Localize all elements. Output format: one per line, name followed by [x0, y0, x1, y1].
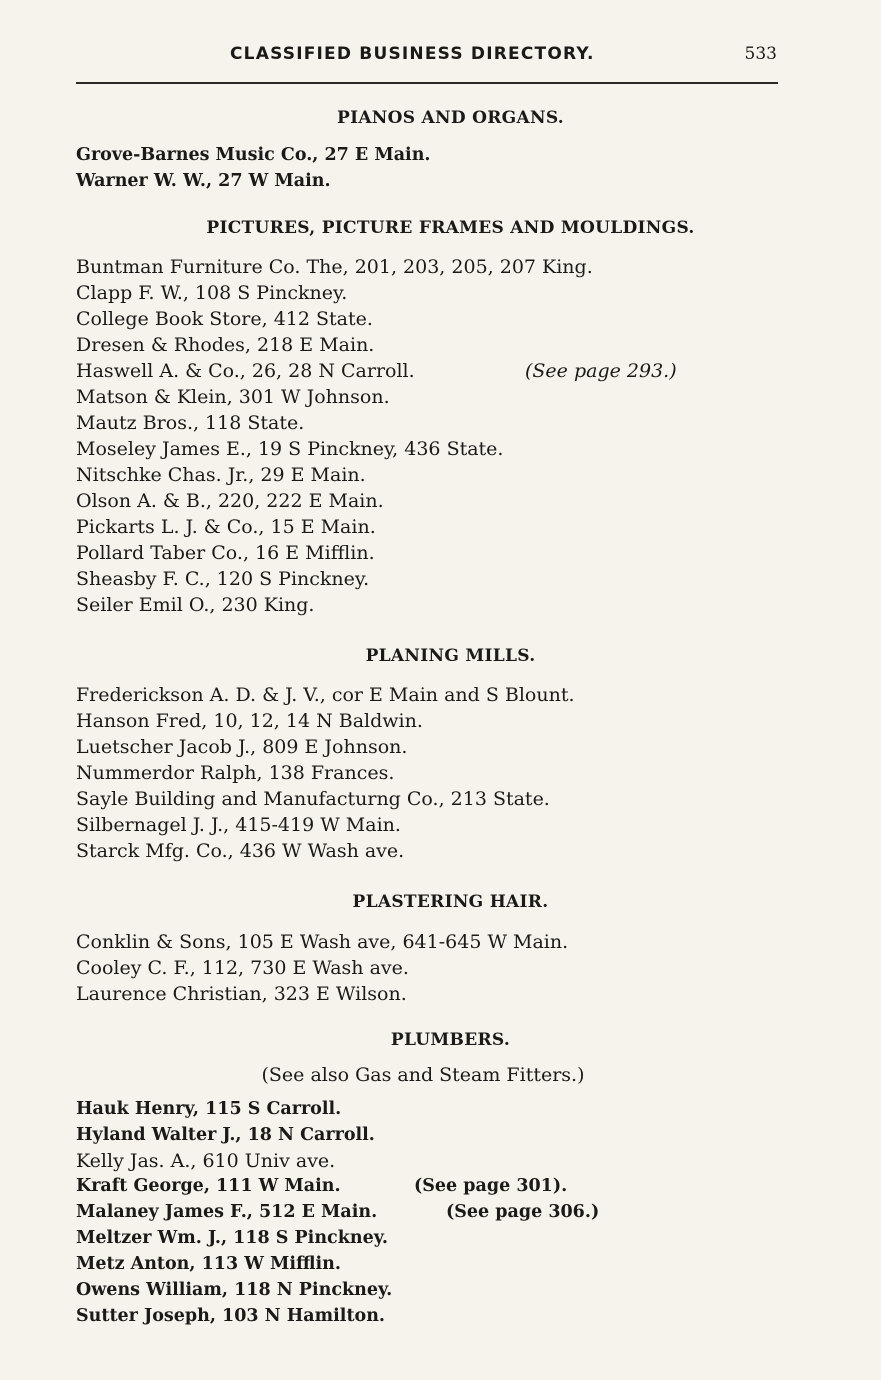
entry-kelly: Kelly Jas. A., 610 Univ ave. — [76, 1150, 336, 1172]
section-heading-planing-mills: PLANING MILLS. — [365, 646, 536, 666]
entry-moseley: Moseley James E., 19 S Pinckney, 436 State. — [76, 438, 504, 460]
section-heading-pictures: PICTURES, PICTURE FRAMES AND MOULDINGS. — [206, 218, 695, 238]
entry-warner: Warner W. W., 27 W Main. — [76, 171, 331, 191]
entry-dresen-rhodes: Dresen & Rhodes, 218 E Main. — [76, 334, 375, 356]
entry-sayle: Sayle Building and Manufacturng Co., 213 State. — [76, 788, 550, 810]
see-page-note-kraft: (See page 301). — [414, 1176, 568, 1196]
entry-seiler: Seiler Emil O., 230 King. — [76, 594, 315, 616]
entry-mautz: Mautz Bros., 118 State. — [76, 412, 305, 434]
entry-matson-klein: Matson & Klein, 301 W Johnson. — [76, 386, 390, 408]
entry-clapp: Clapp F. W., 108 S Pinckney. — [76, 282, 348, 304]
section-heading-plastering-hair: PLASTERING HAIR. — [352, 892, 549, 912]
entry-cooley: Cooley C. F., 112, 730 E Wash ave. — [76, 957, 409, 979]
entry-hauk: Hauk Henry, 115 S Carroll. — [76, 1099, 342, 1119]
entry-haswell: Haswell A. & Co., 26, 28 N Carroll. — [76, 360, 415, 382]
entry-metz: Metz Anton, 113 W Mifflin. — [76, 1254, 341, 1274]
section-heading-pianos: PIANOS AND ORGANS. — [336, 108, 565, 128]
see-also-note: (See also Gas and Steam Fitters.) — [261, 1064, 585, 1086]
entry-pollard-taber: Pollard Taber Co., 16 E Mifflin. — [76, 542, 375, 564]
entry-olson: Olson A. & B., 220, 222 E Main. — [76, 490, 384, 512]
entry-malaney: Malaney James F., 512 E Main. — [76, 1202, 378, 1222]
entry-grove-barnes: Grove-Barnes Music Co., 27 E Main. — [76, 145, 431, 165]
entry-hyland: Hyland Walter J., 18 N Carroll. — [76, 1125, 375, 1145]
entry-nummerdor: Nummerdor Ralph, 138 Frances. — [76, 762, 395, 784]
entry-silbernagel: Silbernagel J. J., 415-419 W Main. — [76, 814, 401, 836]
entry-hanson: Hanson Fred, 10, 12, 14 N Baldwin. — [76, 710, 423, 732]
entry-owens: Owens William, 118 N Pinckney. — [76, 1280, 393, 1300]
header-rule — [76, 82, 778, 84]
entry-starck: Starck Mfg. Co., 436 W Wash ave. — [76, 840, 405, 862]
page-number: 533 — [744, 44, 777, 64]
entry-nitschke: Nitschke Chas. Jr., 29 E Main. — [76, 464, 366, 486]
entry-sutter: Sutter Joseph, 103 N Hamilton. — [76, 1306, 386, 1326]
running-title: CLASSIFIED BUSINESS DIRECTORY. — [230, 44, 595, 64]
entry-college-book-store: College Book Store, 412 State. — [76, 308, 373, 330]
section-heading-plumbers: PLUMBERS. — [390, 1030, 511, 1050]
entry-kraft: Kraft George, 111 W Main. — [76, 1176, 341, 1196]
entry-buntman: Buntman Furniture Co. The, 201, 203, 205, 207 King. — [76, 256, 593, 278]
entry-meltzer: Meltzer Wm. J., 118 S Pinckney. — [76, 1228, 388, 1248]
see-page-note-haswell: (See page 293.) — [525, 360, 677, 382]
entry-conklin: Conklin & Sons, 105 E Wash ave, 641-645 W Main. — [76, 931, 569, 953]
entry-sheasby: Sheasby F. C., 120 S Pinckney. — [76, 568, 370, 590]
entry-frederickson: Frederickson A. D. & J. V., cor E Main and S Blount. — [76, 684, 575, 706]
entry-laurence: Laurence Christian, 323 E Wilson. — [76, 983, 407, 1005]
entry-pickarts: Pickarts L. J. & Co., 15 E Main. — [76, 516, 376, 538]
see-page-note-malaney: (See page 306.) — [446, 1202, 600, 1222]
entry-luetscher: Luetscher Jacob J., 809 E Johnson. — [76, 736, 408, 758]
